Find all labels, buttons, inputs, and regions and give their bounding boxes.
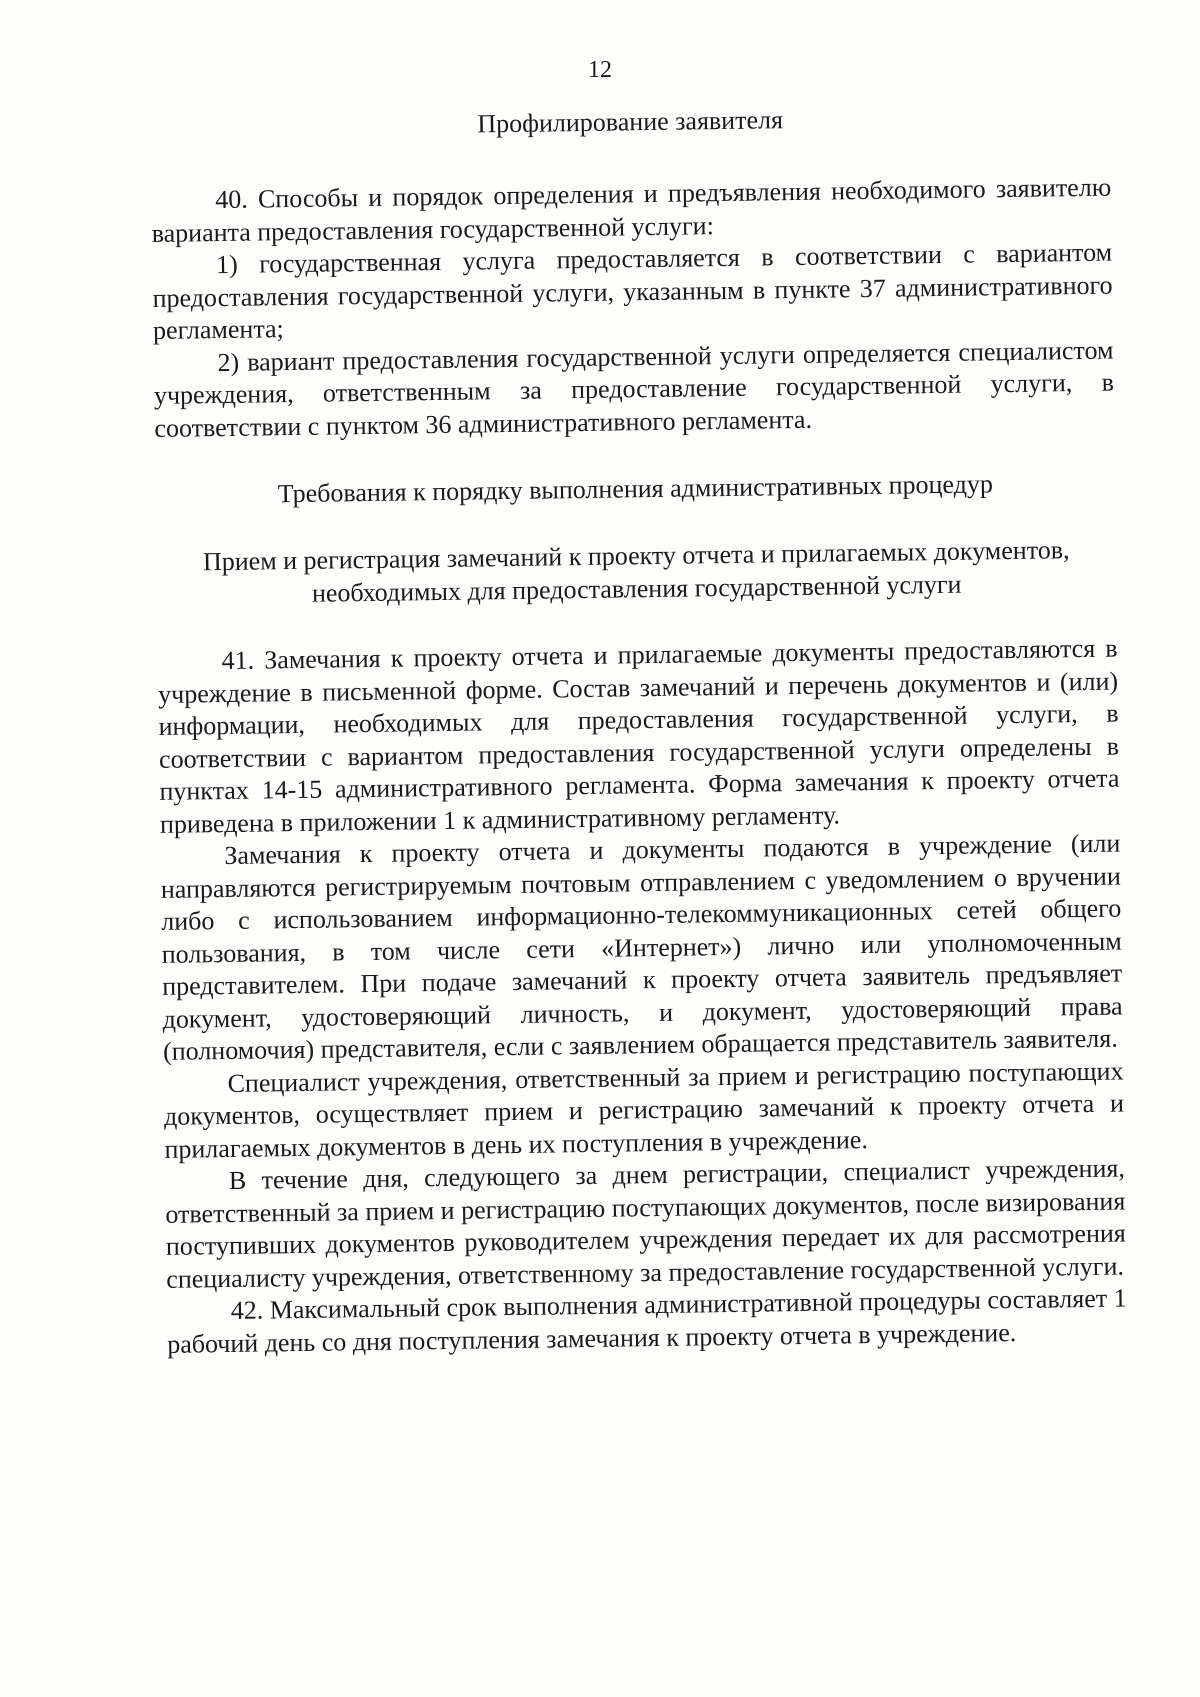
subsection-heading-reception: Прием и регистрация замечаний к проекту отчета и прилагаемых документов, необходимых для предоставления государственной услуги: [202, 535, 1070, 608]
paragraph-40: 40. Способы и порядок определения и предъявления необходимого заявителю варианта предоставления государственной услуги:: [151, 172, 1112, 248]
paragraph-42: 42. Максимальный срок выполнения административной процедуры составляет 1 рабочий день со дня поступления замечания к проекту отчета в учреждение.: [166, 1283, 1127, 1359]
paragraph-41-transfer: В течение дня, следующего за днем регистрации, специалист учреждения, ответственный за прием и регистрацию поступающих документов, после визирования поступивших документов руководителем учреждения передает их для рассмотрения специалисту учреждения, ответственному за предоставление государственной услуги.: [165, 1153, 1126, 1294]
paragraph-41: 41. Замечания к проекту отчета и прилагаемые документы предоставляются в учреждение в письменной форме. Состав замечаний и перечень документов и (или) информации, необходимых для предоставления государственной услуги, в соответствии с вариантом предоставления государственной услуги определены в пунктах 14-15 административного регламента. Форма замечания к проекту отчета приведена в приложении 1 к административному регламенту.: [157, 633, 1120, 839]
section-heading-requirements: Требования к порядку выполнения административных процедур: [277, 469, 994, 509]
paragraph-41-registration: Специалист учреждения, ответственный за прием и регистрацию поступающих документов, осуществляет прием и регистрацию замечаний к проекту отчета и прилагаемых документов в день их поступления в учреждение.: [163, 1056, 1125, 1164]
paragraph-40-item-2: 2) вариант предоставления государственной услуги определяется специалистом учреждения, ответственным за предоставление государственной услуги, в соответствии с пунктом 36 административного регламента.: [153, 335, 1115, 443]
paragraph-40-item-1: 1) государственная услуга предоставляется в соответствии с вариантом предоставления государственной услуги, указанным в пункте 37 административного регламента;: [152, 237, 1113, 345]
page-number: 12: [588, 57, 612, 83]
document-body: [150, 99, 1127, 1361]
paragraph-41-submission: Замечания к проекту отчета и документы подаются в учреждение (или направляются регистрируемым почтовым отправлением с уведомлением о вручении либо с использованием информационно-телекоммуникационных сетей общего пользования, в том числе сети «Интернет») лично или уполномоченным представителем. При подаче замечаний к проекту отчета заявитель предъявляет документ, удостоверяющий личность, и документ, удостоверяющий права (полномочия) представителя, если с заявлением обращается представитель заявителя.: [160, 828, 1123, 1066]
section-heading-profile: Профилирование заявителя: [477, 105, 784, 139]
